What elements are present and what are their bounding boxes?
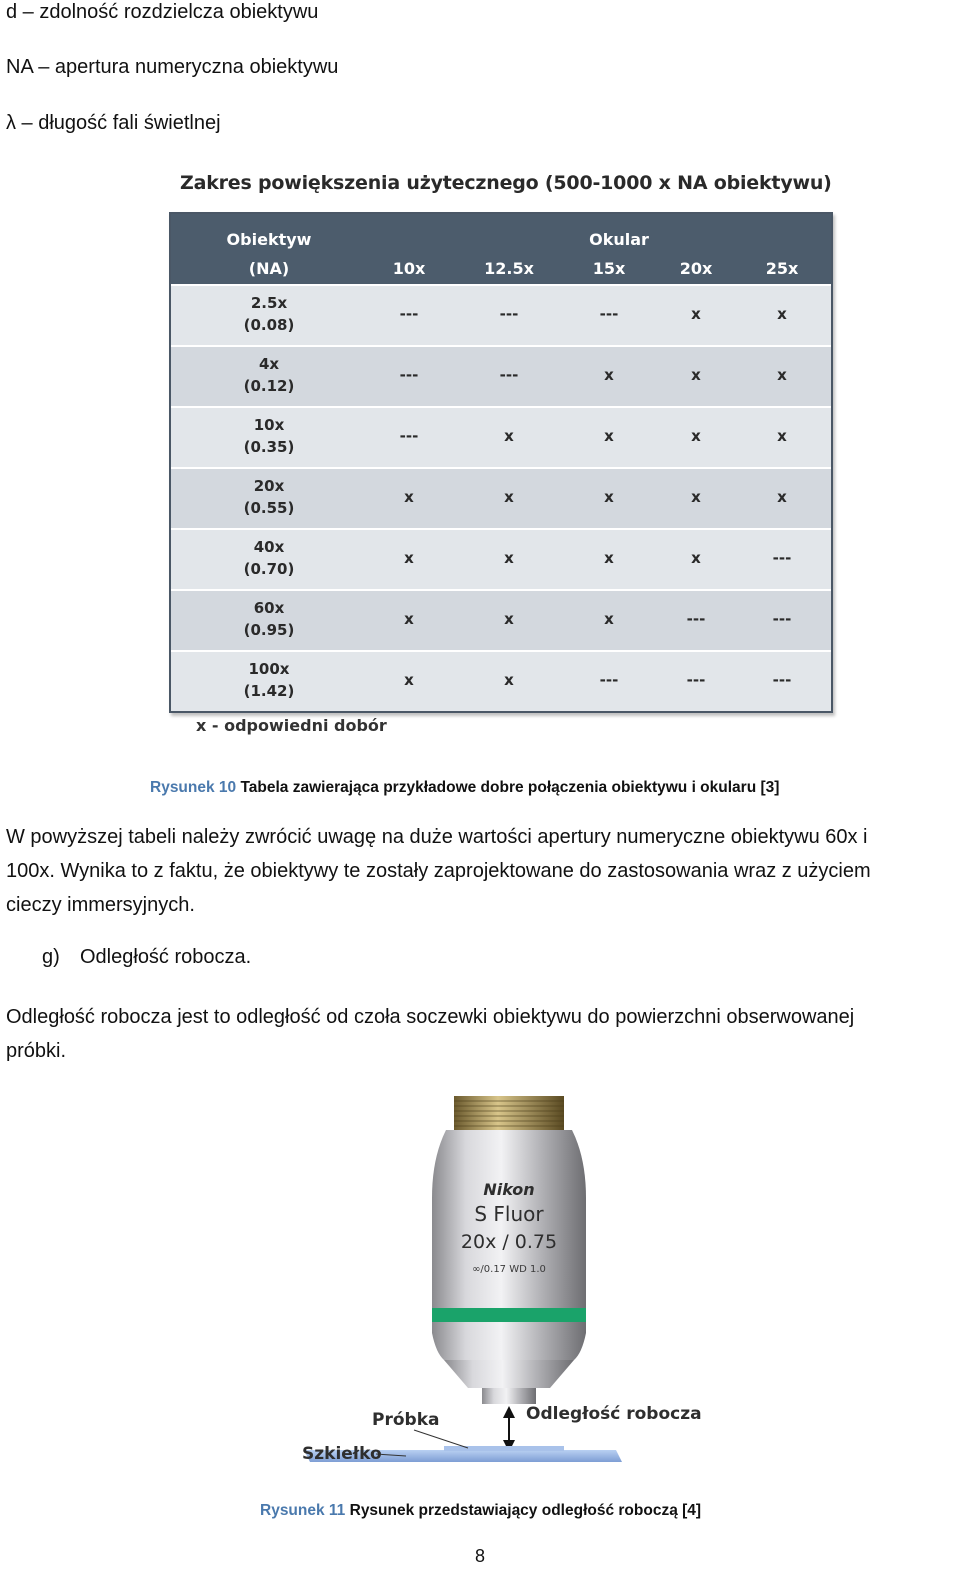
header-na: (NA) bbox=[248, 259, 290, 278]
paragraph-line: próbki. bbox=[6, 1040, 67, 1062]
table-row bbox=[171, 589, 831, 650]
objective-taper bbox=[444, 1360, 574, 1388]
table-cell: --- bbox=[772, 610, 792, 628]
label-slide: Szkiełko bbox=[302, 1444, 382, 1464]
row-objective bbox=[209, 475, 329, 519]
table-cell: --- bbox=[499, 366, 519, 384]
table-cell: --- bbox=[686, 610, 706, 628]
section-heading bbox=[42, 946, 251, 969]
row-na: (0.95) bbox=[243, 621, 295, 639]
magnification-table bbox=[169, 212, 833, 713]
table-row bbox=[171, 528, 831, 589]
label-working-distance: Odległość robocza bbox=[526, 1404, 702, 1424]
table-cell: x bbox=[777, 305, 787, 323]
table-cell: x bbox=[504, 488, 514, 506]
table-cell: --- bbox=[599, 305, 619, 323]
figure-caption-10 bbox=[150, 779, 779, 797]
row-na: (0.12) bbox=[243, 377, 295, 395]
arrow-up-icon bbox=[503, 1406, 515, 1418]
paragraph-line: Odległość robocza jest to odległość od czoła soczewki obiektywu do powierzchni obserwowanej bbox=[6, 1006, 855, 1028]
label-sample: Próbka bbox=[372, 1410, 440, 1430]
figure-caption-11 bbox=[260, 1502, 701, 1520]
table-row bbox=[171, 406, 831, 467]
table-cell: x bbox=[777, 366, 787, 384]
table-cell: --- bbox=[772, 549, 792, 567]
table-row bbox=[171, 345, 831, 406]
table-cell: x bbox=[691, 366, 701, 384]
table-cell: x bbox=[404, 549, 414, 567]
objective-tip bbox=[482, 1388, 536, 1404]
sample bbox=[444, 1446, 564, 1451]
row-na: (0.70) bbox=[243, 560, 295, 578]
table-cell: --- bbox=[599, 671, 619, 689]
row-magnification: 20x bbox=[253, 477, 285, 495]
table-cell: --- bbox=[772, 671, 792, 689]
paragraph-aperture bbox=[6, 820, 956, 922]
table-row bbox=[171, 284, 831, 345]
row-magnification: 100x bbox=[248, 660, 290, 678]
row-na: (0.55) bbox=[243, 499, 295, 517]
table-cell: x bbox=[691, 305, 701, 323]
table-cell: x bbox=[604, 549, 614, 567]
table-cell: x bbox=[404, 488, 414, 506]
table-cell: --- bbox=[399, 427, 419, 445]
paragraph-line: cieczy immersyjnych. bbox=[6, 894, 195, 916]
table-cell: x bbox=[604, 488, 614, 506]
header-eyepiece-col: 15x bbox=[592, 259, 626, 278]
paragraph-line: 100x. Wynika to z faktu, że obiektywy te zostały zaprojektowane do zastosowania wraz z użyciem bbox=[6, 860, 871, 882]
section-title: Odległość robocza. bbox=[80, 946, 252, 968]
table-legend: x - odpowiedni dobór bbox=[196, 716, 387, 735]
table-cell: x bbox=[777, 427, 787, 445]
table-cell: x bbox=[604, 427, 614, 445]
header-eyepiece-col: 20x bbox=[679, 259, 713, 278]
objective-model: S Fluor bbox=[474, 1202, 544, 1226]
table-cell: x bbox=[404, 610, 414, 628]
row-objective bbox=[209, 414, 329, 458]
table-row bbox=[171, 467, 831, 528]
table-cell: --- bbox=[686, 671, 706, 689]
table-cell: x bbox=[504, 610, 514, 628]
row-magnification: 40x bbox=[253, 538, 285, 556]
paragraph-line: W powyższej tabeli należy zwrócić uwagę na duże wartości apertury numeryczne obiektywu 60x i bbox=[6, 826, 868, 848]
table-cell: x bbox=[691, 488, 701, 506]
table-cell: --- bbox=[499, 305, 519, 323]
table-cell: x bbox=[504, 427, 514, 445]
table-header bbox=[171, 214, 831, 284]
table-cell: x bbox=[691, 427, 701, 445]
row-objective bbox=[209, 353, 329, 397]
row-magnification: 60x bbox=[253, 599, 285, 617]
definition-na: NA – apertura numeryczna obiektywu bbox=[6, 56, 339, 78]
definition-lambda: λ – długość fali świetlnej bbox=[6, 112, 221, 134]
row-objective bbox=[209, 597, 329, 641]
objective-spec: ∞/0.17 WD 1.0 bbox=[472, 1264, 546, 1275]
table-cell: x bbox=[504, 549, 514, 567]
row-objective bbox=[209, 292, 329, 336]
section-marker: g) bbox=[42, 946, 60, 968]
table-cell: x bbox=[604, 366, 614, 384]
caption-label: Rysunek 10 bbox=[150, 779, 237, 796]
table-cell: x bbox=[404, 671, 414, 689]
definition-d: d – zdolność rozdzielcza obiektywu bbox=[6, 1, 319, 23]
table-cell: x bbox=[777, 488, 787, 506]
table-cell: x bbox=[604, 610, 614, 628]
table-title: Zakres powiększenia użytecznego (500-1000 x NA obiektywu) bbox=[180, 172, 832, 194]
table-cell: --- bbox=[399, 366, 419, 384]
table-body bbox=[171, 284, 831, 711]
row-na: (1.42) bbox=[243, 682, 295, 700]
header-eyepiece-col: 12.5x bbox=[484, 259, 534, 278]
table-cell: x bbox=[504, 671, 514, 689]
objective-illustration bbox=[296, 1088, 706, 1480]
row-magnification: 10x bbox=[253, 416, 285, 434]
objective-band bbox=[432, 1308, 586, 1322]
header-objective: Obiektyw bbox=[226, 230, 312, 249]
table-cell: --- bbox=[399, 305, 419, 323]
caption-label: Rysunek 11 bbox=[260, 1502, 346, 1519]
table-cell: x bbox=[691, 549, 701, 567]
paragraph-working-distance bbox=[6, 1000, 956, 1068]
page-number: 8 bbox=[474, 1546, 485, 1566]
row-na: (0.08) bbox=[243, 316, 295, 334]
objective-magnification: 20x / 0.75 bbox=[460, 1231, 558, 1253]
header-eyepiece-col: 10x bbox=[392, 259, 426, 278]
row-objective bbox=[209, 658, 329, 702]
header-eyepiece-col: 25x bbox=[765, 259, 799, 278]
row-objective bbox=[209, 536, 329, 580]
row-magnification: 4x bbox=[258, 355, 280, 373]
header-eyepiece: Okular bbox=[589, 230, 649, 249]
objective-brand: Nikon bbox=[483, 1180, 535, 1199]
caption-text: Tabela zawierająca przykładowe dobre połączenia obiektywu i okularu [3] bbox=[236, 779, 780, 796]
table-row bbox=[171, 650, 831, 711]
row-na: (0.35) bbox=[243, 438, 295, 456]
row-magnification: 2.5x bbox=[250, 294, 288, 312]
caption-text: Rysunek przedstawiający odległość roboczą [4] bbox=[345, 1502, 702, 1519]
